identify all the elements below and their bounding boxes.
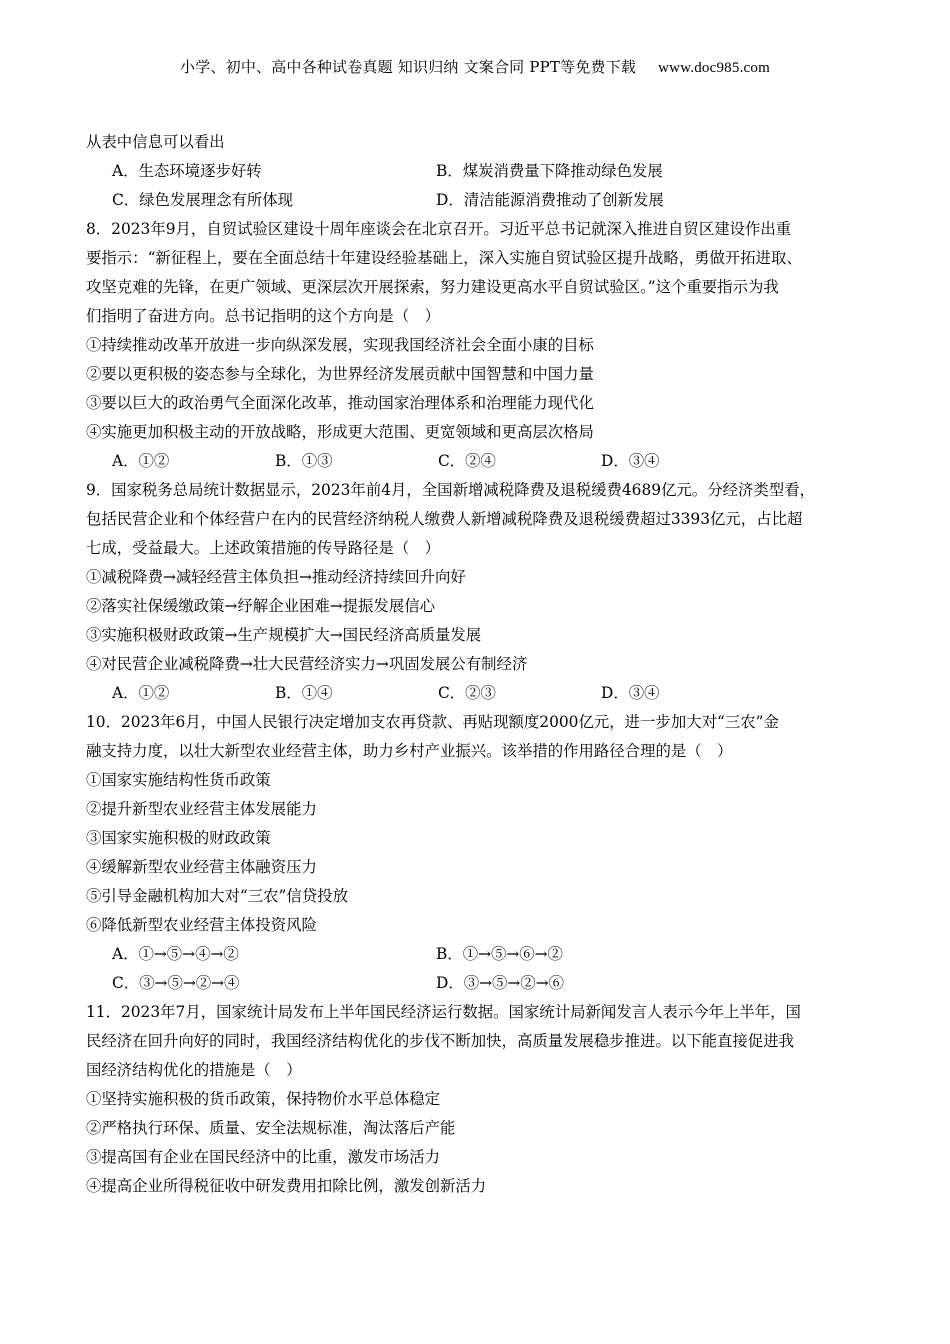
q9-item: ②落实社保缓缴政策→纾解企业困难→提振发展信心 xyxy=(86,597,435,615)
q10-option-c: C．③→⑤→②→④ xyxy=(112,974,240,992)
q10-item: ⑥降低新型农业经营主体投资风险 xyxy=(86,916,317,934)
q9-item: ④对民营企业减税降费→壮大民营经济实力→巩固发展公有制经济 xyxy=(86,655,528,673)
q11-stem-line: 11．2023年7月，国家统计局发布上半年国民经济运行数据。国家统计局新闻发言人表示今年上半年，国 xyxy=(86,1003,801,1021)
q10-option-a: A．①→⑤→④→② xyxy=(112,945,239,963)
q11-stem-line: 国经济结构优化的措施是（ ） xyxy=(86,1061,302,1079)
q8-item: ②要以更积极的姿态参与全球化，为世界经济发展贡献中国智慧和中国力量 xyxy=(86,365,594,383)
q8-stem-line: 要指示：“新征程上，要在全面总结十年建设经验基础上，深入实施自贸试验区提升战略，勇做开拓进取、 xyxy=(86,249,802,267)
q10-item: ⑤引导金融机构加大对“三农”信贷投放 xyxy=(86,887,348,905)
q10-option-b: B．①→⑤→⑥→② xyxy=(436,945,563,963)
q9-stem-line: 9．国家税务总局统计数据显示，2023年前4月，全国新增减税降费及退税缓费4689亿元。分经济类型看， xyxy=(86,481,815,499)
q10-option-d: D．③→⑤→②→⑥ xyxy=(436,974,564,992)
q7-options-row-1 xyxy=(86,157,868,186)
q8-option-c: C．②④ xyxy=(438,452,496,470)
q8-item: ①持续推动改革开放进一步向纵深发展，实现我国经济社会全面小康的目标 xyxy=(86,336,594,354)
q11-stem-line: 民经济在回升向好的同时，我国经济结构优化的步伐不断加快，高质量发展稳步推进。以下能直接促进我 xyxy=(86,1032,794,1050)
q11-item: ①坚持实施积极的货币政策，保持物价水平总体稳定 xyxy=(86,1090,440,1108)
document-body xyxy=(86,128,868,1201)
q10-item: ④缓解新型农业经营主体融资压力 xyxy=(86,858,317,876)
q9-option-b: B．①④ xyxy=(275,684,333,702)
q8-option-a: A．①② xyxy=(112,452,170,470)
q9-stem-line: 七成，受益最大。上述政策措施的传导路径是（ ） xyxy=(86,539,440,557)
q11-item: ③提高国有企业在国民经济中的比重，激发市场活力 xyxy=(86,1148,440,1166)
q10-stem-line: 融支持力度，以壮大新型农业经营主体，助力乡村产业振兴。该举措的作用路径合理的是（ ） xyxy=(86,742,733,760)
q7-options-row-2 xyxy=(86,186,868,215)
q8-stem-line: 8．2023年9月，自贸试验区建设十周年座谈会在北京召开。习近平总书记就深入推进自贸区建设作出重 xyxy=(86,220,792,238)
q9-item: ①减税降费→减轻经营主体负担→推动经济持续回升向好 xyxy=(86,568,466,586)
q11-item: ④提高企业所得税征收中研发费用扣除比例，激发创新活力 xyxy=(86,1177,487,1195)
q10-options-row-1 xyxy=(86,940,868,969)
q10-item: ③国家实施积极的财政政策 xyxy=(86,829,271,847)
q9-options xyxy=(86,679,868,708)
q9-stem-line: 包括民营企业和个体经营户在内的民营经济纳税人缴费人新增减税降费及退税缓费超过3393亿元，占比超 xyxy=(86,510,803,528)
q8-stem-line: 们指明了奋进方向。总书记指明的这个方向是（ ） xyxy=(86,307,440,325)
q8-stem-line: 攻坚克难的先锋，在更广领域、更深层次开展探索，努力建设更高水平自贸试验区。”这个重要指示为我 xyxy=(86,278,779,296)
q7-option-d: D．清洁能源消费推动了创新发展 xyxy=(436,191,664,209)
q7-option-b: B．煤炭消费量下降推动绿色发展 xyxy=(436,162,663,180)
q8-options xyxy=(86,447,868,476)
page-header xyxy=(0,56,950,77)
header-site-link[interactable]: www.doc985.com xyxy=(658,60,770,76)
header-text: 小学、初中、高中各种试卷真题 知识归纳 文案合同 PPT等免费下载 xyxy=(180,58,637,76)
q9-option-d: D．③④ xyxy=(601,684,660,702)
q11-item: ②严格执行环保、质量、安全法规标准，淘汰落后产能 xyxy=(86,1119,456,1137)
q9-option-c: C．②③ xyxy=(438,684,496,702)
q7-option-c: C．绿色发展理念有所体现 xyxy=(112,191,294,209)
q8-option-b: B．①③ xyxy=(275,452,333,470)
q10-options-row-2 xyxy=(86,969,868,998)
q8-item: ③要以巨大的政治勇气全面深化改革，推动国家治理体系和治理能力现代化 xyxy=(86,394,594,412)
q10-item: ②提升新型农业经营主体发展能力 xyxy=(86,800,317,818)
q10-item: ①国家实施结构性货币政策 xyxy=(86,771,271,789)
q8-option-d: D．③④ xyxy=(601,452,660,470)
q10-stem-line: 10．2023年6月，中国人民银行决定增加支农再贷款、再贴现额度2000亿元，进一步加大对“三农”金 xyxy=(86,713,779,731)
q9-option-a: A．①② xyxy=(112,684,170,702)
q7-option-a: A．生态环境逐步好转 xyxy=(112,162,262,180)
q8-item: ④实施更加积极主动的开放战略，形成更大范围、更宽领域和更高层次格局 xyxy=(86,423,594,441)
q9-item: ③实施积极财政政策→生产规模扩大→国民经济高质量发展 xyxy=(86,626,482,644)
q7-intro: 从表中信息可以看出 xyxy=(86,133,225,151)
